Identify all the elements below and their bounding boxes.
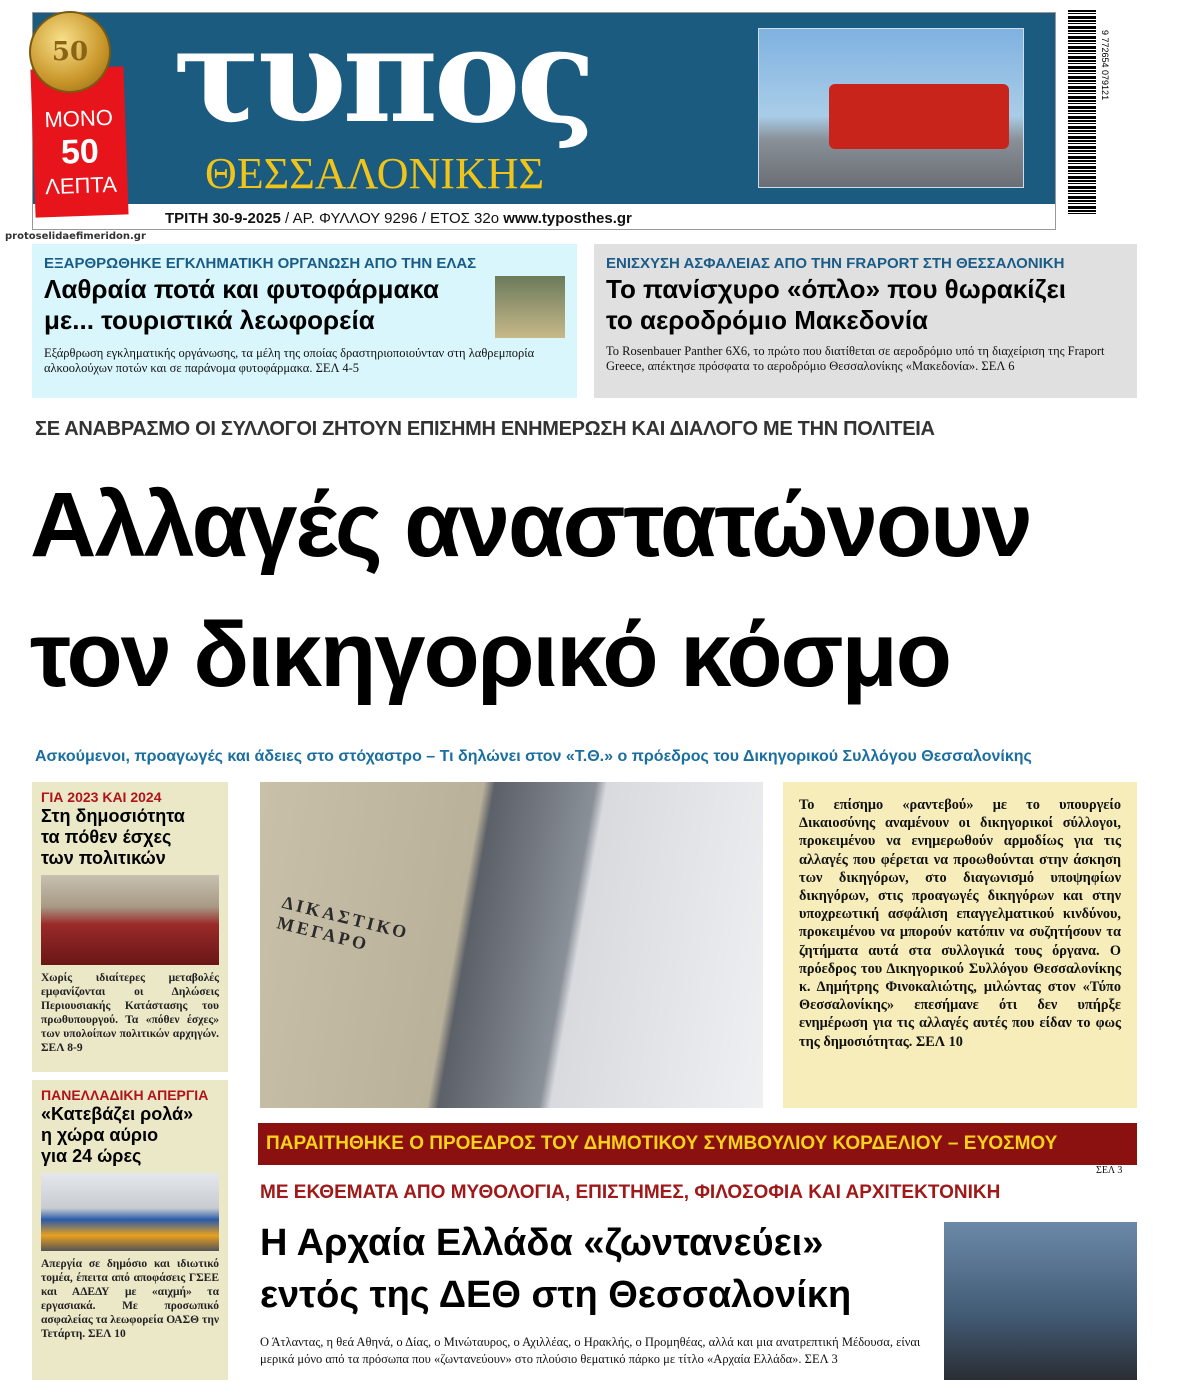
courthouse-photo (260, 782, 763, 1108)
story-kicker: ΕΞΑΡΘΡΩΘΗΚΕ ΕΓΚΛΗΜΑΤΙΚΗ ΟΡΓΑΝΩΣΗ ΑΠΟ ΤΗΝ ΕΛΑΣ (44, 255, 477, 272)
story-body: Εξάρθρωση εγκληματικής οργάνωσης, τα μέλη της οποίας δραστηριοποιούνταν στη λαθρεμπορία αλκοολούχων ποτών και σε παράνομα φυτοφάρμακα. ΣΕΛ 4-5 (44, 346, 535, 375)
watermark: protoselidaefimeridon.gr (5, 231, 146, 242)
fire-truck-shape (829, 84, 1009, 149)
story-headline: Το πανίσχυρο «όπλο» που θωρακίζει (606, 274, 1067, 304)
issue-number: / ΑΡ. ΦΥΛΛΟΥ 9296 / ΕΤΟΣ 32ο (280, 210, 504, 227)
sidebar-kicker: ΓΙΑ 2023 ΚΑΙ 2024 (41, 789, 162, 805)
parliament-photo (41, 875, 219, 965)
story-headline: με... τουριστικά λεωφορεία (44, 305, 375, 335)
main-story-body: Το επίσημο «ραντεβού» με το υπουργείο Δικαιοσύνης αναμένουν οι δικηγορικοί σύλλογοι, προκειμένου να ενημερωθούν αρμοδίως για τις αλλαγές που φέρεται να προωθούνται στην άσκηση των δικηγόρων, στο διαγωνισμό υποψηφίων δικηγόρων, στις προαγωγές δικηγόρων και στην υποχρεωτική ασφάλιση επαγγελματικού κινδύνου, προκειμένου να μπορούν κατόπιν να συζητήσουν τα ζητήματα αυτά στα συλλογικά τους όργανα. Ο πρόεδρος του Δικηγορικού Συλλόγου Θεσσαλονίκης κ. Δημήτρης Φινοκαλιώτης, μιλώντας στον «Τύπο Θεσσαλονίκης» επεσήμανε ότι δεν υπήρξε ενημέρωση για τις αλλαγές αυτές που είδαν το φως της δημοσιότητας. ΣΕΛ 10 (783, 782, 1137, 1108)
sidebar-story-strike[interactable] (32, 1080, 228, 1380)
banner-text: ΠΑΡΑΙΤΗΘΗΚΕ Ο ΠΡΟΕΔΡΟΣ ΤΟΥ ΔΗΜΟΤΙΚΟΥ ΣΥΜΒΟΥΛΙΟΥ ΚΟΡΔΕΛΙΟΥ – ΕΥΟΣΜΟΥ (266, 1133, 1058, 1154)
story-body: Το Rosenbauer Panther 6X6, το πρώτο που διατίθεται σε αεροδρόμιο υπό τη διαχείριση της Fraport Greece, απέκτησε πρόσφατα το αεροδρόμιο Θεσσαλονίκης «Μακεδονία». ΣΕΛ 6 (606, 344, 1105, 373)
story-smuggling[interactable] (32, 244, 577, 398)
bottom-headline[interactable]: εντός της ΔΕΘ στη Θεσσαλονίκη (260, 1274, 852, 1316)
main-kicker: ΣΕ ΑΝΑΒΡΑΣΜΟ ΟΙ ΣΥΛΛΟΓΟΙ ΖΗΤΟΥΝ ΕΠΙΣΗΜΗ ΕΝΗΜΕΡΩΣΗ ΚΑΙ ΔΙΑΛΟΓΟ ΜΕ ΤΗΝ ΠΟΛΙΤΕΙΑ (35, 418, 935, 440)
bottom-body: Ο Άτλαντας, η θεά Αθηνά, ο Δίας, ο Μινώταυρος, ο Αχιλλέας, ο Ηρακλής, ο Προμηθέας, αλλά και μια ανατρεπτική Μέδουσα, είναι μερικά μόνο από τα πρόσωπα που «ζωντανεύουν» στο πλούσιο θεματικό πάρκο με τίτλο «Αρχαία Ελλάδα». ΣΕΛ 3 (260, 1335, 921, 1366)
sidebar-headline: για 24 ώρες (41, 1146, 142, 1166)
breaking-banner[interactable] (258, 1123, 1137, 1165)
story-headline: Λαθραία ποτά και φυτοφάρμακα (44, 274, 440, 304)
newspaper-logo[interactable]: τυπος (173, 0, 592, 152)
sidebar-headline: η χώρα αύριο (41, 1125, 159, 1145)
coin-icon: 50 (29, 11, 111, 93)
sidebar-headline: των πολιτικών (41, 848, 166, 868)
sidebar-headline: «Κατεβάζει ρολά» (41, 1104, 194, 1124)
story-fraport[interactable] (594, 244, 1137, 398)
courthouse-sign: ΔΙΚΑΣΤΙΚΟ ΜΕΓΑΡΟ (275, 892, 412, 955)
sidebar-kicker: ΠΑΝΕΛΛΑΔΙΚΗ ΑΠΕΡΓΙΑ (41, 1087, 209, 1103)
fire-truck-photo (758, 28, 1024, 188)
masthead (32, 0, 1056, 230)
main-headline[interactable]: Αλλαγές αναστατώνουν (30, 474, 1031, 576)
barcode (1068, 10, 1096, 215)
exhibition-photo (944, 1222, 1137, 1380)
main-headline[interactable]: τον δικηγορικό κόσμο (30, 604, 950, 706)
sidebar-headline: τα πόθεν έσχες (41, 827, 172, 847)
story-headline: το αεροδρόμιο Μακεδονία (606, 305, 929, 335)
barcode-digits: 9 772654 079121 (1100, 30, 1110, 101)
newspaper-city: ΘΕΣΣΑΛΟΝΙΚΗΣ (205, 149, 545, 198)
price-badge-line: ΛΕΠΤΑ (44, 171, 118, 200)
price-badge-line: ΜΟΝΟ (44, 104, 114, 133)
issue-date: ΤΡΙΤΗ 30-9-2025 (165, 210, 281, 227)
main-subhead: Ασκούμενοι, προαγωγές και άδειες στο στόχαστρο – Τι δηλώνει στον «Τ.Θ.» ο πρόεδρος του Δικηγορικού Συλλόγου Θεσσαλονίκης (35, 748, 1032, 765)
story-photo (495, 276, 565, 338)
sidebar-body: Χωρίς ιδιαίτερες μεταβολές εμφανίζονται οι Δηλώσεις Περιουσιακής Κατάστασης του πρωθυπουργού. Τα «πόθεν έσχες» των υπολοίπων πολιτικών αρχηγών. ΣΕΛ 8-9 (41, 972, 219, 1054)
sidebar-body: Απεργία σε δημόσιο και ιδιωτικό τομέα, έπειτα από αποφάσεις ΓΣΕΕ και ΑΔΕΔΥ με «αιχμή» τα εργασιακά. Με προσωπικό ασφαλείας τα λεωφορεία ΟΑΣΘ την Τετάρτη. ΣΕΛ 10 (41, 1258, 219, 1340)
sidebar-story-assets[interactable] (32, 782, 228, 1072)
sidebar-headline: Στη δημοσιότητα (41, 806, 185, 826)
bottom-headline[interactable]: Η Αρχαία Ελλάδα «ζωντανεύει» (260, 1222, 824, 1264)
story-kicker: ΕΝΙΣΧΥΣΗ ΑΣΦΑΛΕΙΑΣ ΑΠΟ ΤΗΝ FRAPORT ΣΤΗ ΘΕΣΣΑΛΟΝΙΚΗ (606, 255, 1065, 272)
bottom-kicker: ΜΕ ΕΚΘΕΜΑΤΑ ΑΠΟ ΜΥΘΟΛΟΓΙΑ, ΕΠΙΣΤΗΜΕΣ, ΦΙΛΟΣΟΦΙΑ ΚΑΙ ΑΡΧΙΤΕΚΤΟΝΙΚΗ (260, 1182, 1001, 1203)
price-badge-amount: 50 (60, 132, 100, 173)
website-link[interactable]: www.typosthes.gr (503, 210, 632, 227)
bus-photo (41, 1173, 219, 1251)
banner-page: ΣΕΛ 3 (1096, 1165, 1123, 1176)
dateline (165, 210, 632, 227)
